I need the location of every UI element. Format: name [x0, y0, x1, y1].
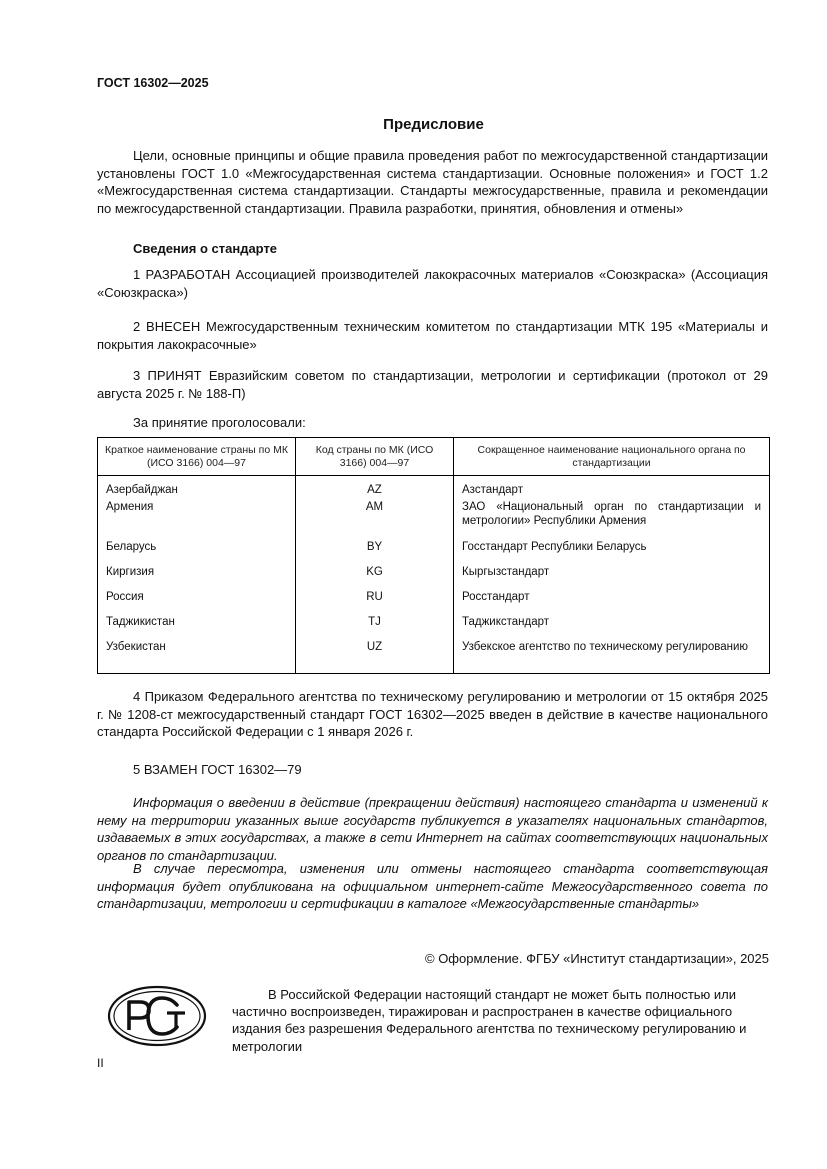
section-heading: Сведения о стандарте	[133, 241, 278, 256]
item-adopted: 3 ПРИНЯТ Евразийским советом по стандартизации, метрологии и сертификации (протокол от 29 августа 2025 г. № 188-П)	[97, 368, 768, 401]
table-row	[98, 476, 770, 500]
code-cell: AM	[296, 500, 454, 540]
table-row	[98, 640, 770, 674]
body-cell: Узбекское агентство по техническому регулированию	[454, 640, 770, 674]
country-cell: Армения	[98, 500, 296, 540]
page-number: II	[97, 1056, 104, 1070]
code-cell: TJ	[296, 615, 454, 640]
country-cell: Узбекистан	[98, 640, 296, 674]
info-paragraph: Информация о введении в действие (прекращении действия) настоящего стандарта и изменений к нему на территории указанных выше государств публикуется в указателях национальных стандартов, издаваемых в этих государствах, а также в сети Интернет на сайтах соответствующих национальных органов по стандартизации.	[97, 795, 768, 863]
country-cell: Азербайджан	[98, 476, 296, 500]
country-cell: Беларусь	[98, 540, 296, 565]
table-row	[98, 615, 770, 640]
col-header-code: Код страны по МК (ИСО 3166) 004—97	[296, 438, 454, 476]
table-row	[98, 500, 770, 540]
code-cell: KG	[296, 565, 454, 590]
info-paragraph: В случае пересмотра, изменения или отмены настоящего стандарта соответствующая информация будет опубликована на официальном интернет-сайте Межгосударственного совета по стандартизации, метрологии и сертификации в каталоге «Межгосударственные стандарты»	[97, 861, 768, 912]
body-cell: Росстандарт	[454, 590, 770, 615]
standard-code: ГОСТ 16302—2025	[97, 76, 209, 90]
table-row	[98, 540, 770, 565]
country-cell: Россия	[98, 590, 296, 615]
table-row	[98, 565, 770, 590]
country-cell: Таджикистан	[98, 615, 296, 640]
vote-table-header	[98, 438, 770, 476]
copyright-notice: © Оформление. ФГБУ «Институт стандартизации», 2025	[425, 951, 769, 966]
intro-paragraph: Цели, основные принципы и общие правила проведения работ по межгосударственной стандартизации установлены ГОСТ 1.0 «Межгосударственная система стандартизации. Основные положения» и ГОСТ 1.2 «Межгосударственная система стандартизации. Стандарты межгосударственные, правила и рекомендации по межгосударственной стандартизации. Правила разработки, принятия, обновления и отмены»	[97, 148, 768, 216]
code-cell: BY	[296, 540, 454, 565]
vote-table	[97, 437, 770, 674]
col-header-body: Сокращенное наименование национального органа по стандартизации	[454, 438, 770, 476]
page-title: Предисловие	[383, 116, 484, 133]
country-cell: Киргизия	[98, 565, 296, 590]
item-enacted: 4 Приказом Федерального агентства по техническому регулированию и метрологии от 15 октября 2025 г. № 1208-ст межгосударственный стандарт ГОСТ 16302—2025 введен в действие в качестве национального стандарта Российской Федерации с 1 января 2026 г.	[97, 689, 768, 740]
code-cell: AZ	[296, 476, 454, 500]
item-replaces: 5 ВЗАМЕН ГОСТ 16302—79	[133, 762, 302, 777]
copyright-restriction-notice: В Российской Федерации настоящий стандарт не может быть полностью или частично воспроизведен, тиражирован и распространен в качестве официального издания без разрешения Федерального агентства по техническому регулированию и метрологии	[232, 987, 747, 1054]
item-introduced: 2 ВНЕСЕН Межгосударственным техническим комитетом по стандартизации МТК 195 «Материалы и покрытия лакокрасочные»	[97, 319, 768, 352]
item-developed: 1 РАЗРАБОТАН Ассоциацией производителей лакокрасочных материалов «Союзкраска» (Ассоциация «Союзкраска»)	[97, 267, 768, 300]
code-cell: RU	[296, 590, 454, 615]
rst-certification-mark-icon	[107, 985, 207, 1047]
col-header-country: Краткое наименование страны по МК (ИСО 3166) 004—97	[98, 438, 296, 476]
body-cell: Таджикстандарт	[454, 615, 770, 640]
vote-caption: За принятие проголосовали:	[133, 415, 306, 430]
body-cell: Азстандарт	[454, 476, 770, 500]
body-cell: ЗАО «Национальный орган по стандартизации и метрологии» Республики Армения	[454, 500, 770, 540]
body-cell: Кыргызстандарт	[454, 565, 770, 590]
code-cell: UZ	[296, 640, 454, 674]
body-cell: Госстандарт Республики Беларусь	[454, 540, 770, 565]
table-row	[98, 590, 770, 615]
